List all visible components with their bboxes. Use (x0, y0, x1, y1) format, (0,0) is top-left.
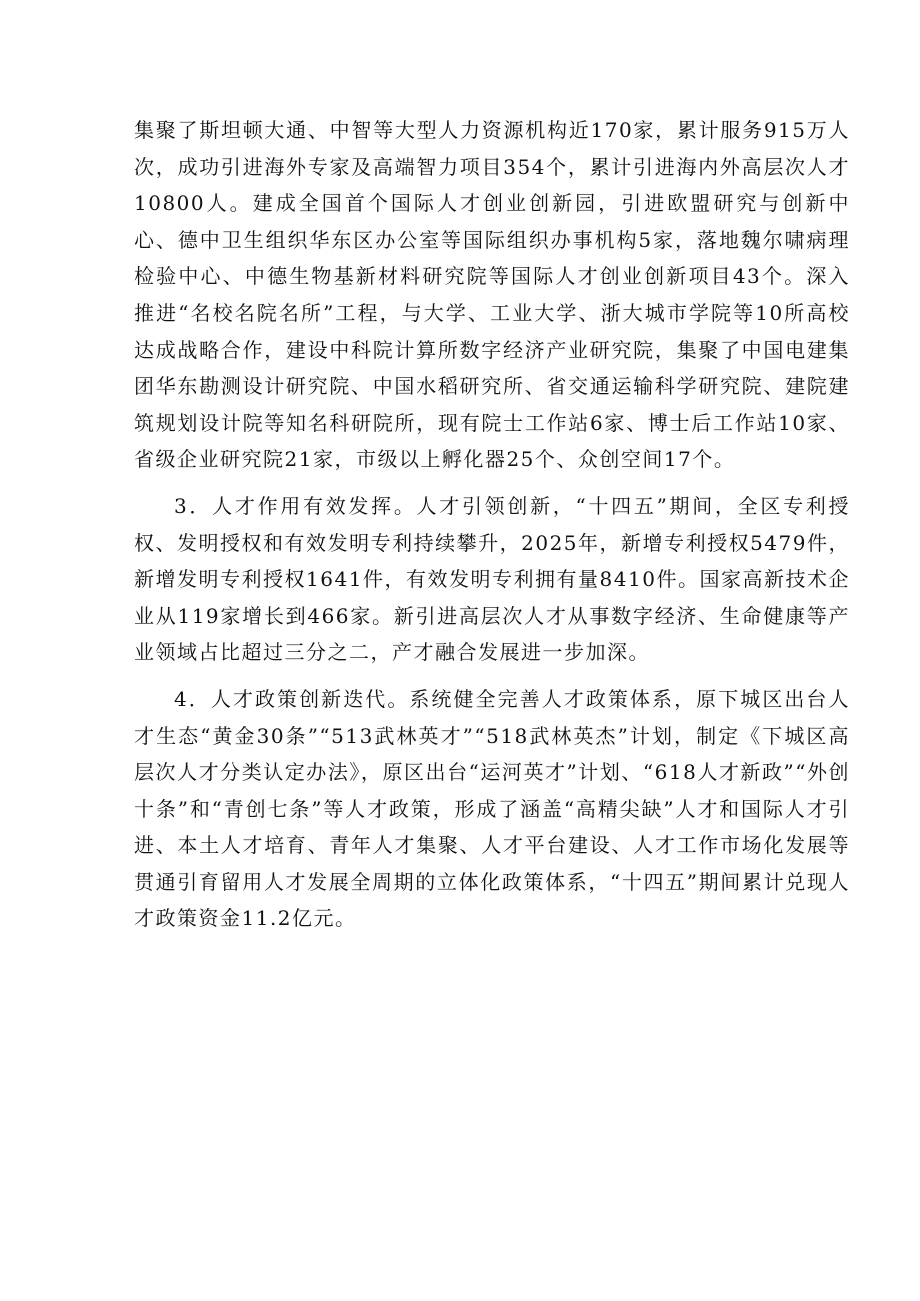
paragraph-talent-policy: 4．人才政策创新迭代。系统健全完善人才政策体系，原下城区出台人才生态“黄金30条”“513武林英才”“518武林英杰”计划，制定《下城区高层次人才分类认定办法》，原区出台“运河英才”计划、“618人才新政”“外创十条”和“青创七条”等人才政策，形成了涵盖“高精尖缺”人才和国际人才引进、本土人才培育、青年人才集聚、人才平台建设、人才工作市场化发展等贯通引育留用人才发展全周期的立体化政策体系，“十四五”期间累计兑现人才政策资金11.2亿元。 (134, 686, 850, 931)
paragraph-talent-platforms: 集聚了斯坦顿大通、中智等大型人力资源机构近170家，累计服务915万人次，成功引进海外专家及高端智力项目354个，累计引进海内外高层次人才10800人。建成全国首个国际人才创业创新园，引进欧盟研究与创新中心、德中卫生组织华东区办公室等国际组织办事机构5家，落地魏尔啸病理检验中心、中德生物基新材料研究院等国际人才创业创新项目43个。深入推进“名校名院名所”工程，与大学、工业大学、浙大城市学院等10所高校达成战略合作，建设中科院计算所数字经济产业研究院，集聚了中国电建集团华东勘测设计研究院、中国水稻研究所、省交通运输科学研究院、建院建筑规划设计院等知名科研院所，现有院士工作站6家、博士后工作站10家、省级企业研究院21家，市级以上孵化器25个、众创空间17个。 (134, 118, 850, 472)
document-body (134, 112, 850, 937)
paragraph-talent-effect: 3．人才作用有效发挥。人才引领创新，“十四五”期间，全区专利授权、发明授权和有效发明专利持续攀升，2025年，新增专利授权5479件，新增发明专利授权1641件，有效发明专利拥有量8410件。国家高新技术企业从119家增长到466家。新引进高层次人才从事数字经济、生命健康等产业领域占比超过三分之二，产才融合发展进一步加深。 (134, 493, 850, 665)
